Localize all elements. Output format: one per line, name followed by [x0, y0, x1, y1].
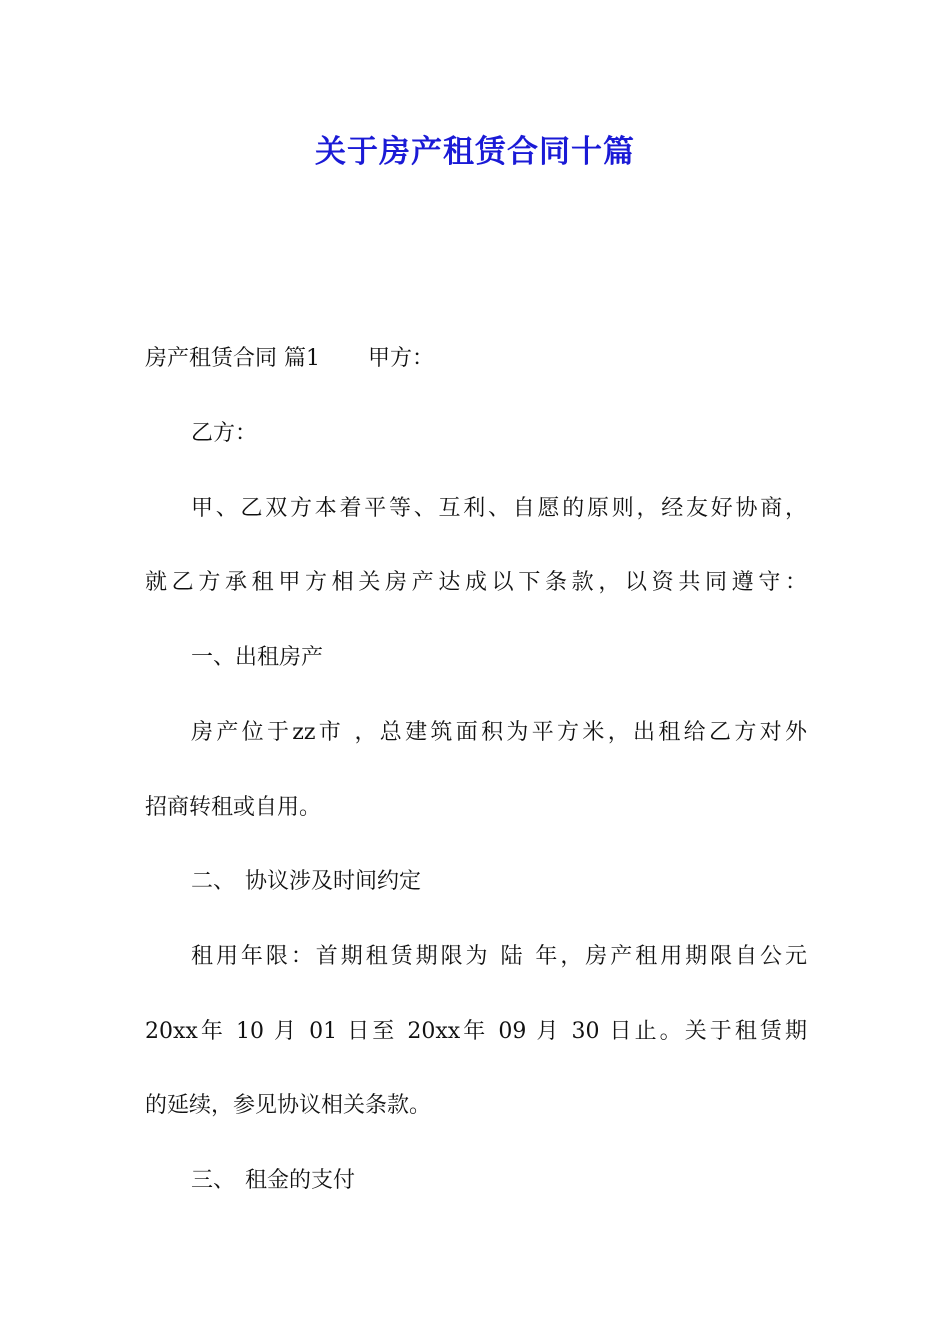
party-b-label: 乙方： — [191, 421, 258, 446]
section-1-line-1: 房产位于zz市 ，总建筑面积为平方米，出租给乙方对外 — [191, 720, 807, 745]
section-2-title: 协议涉及时间约定 — [245, 869, 422, 894]
party-a-label: 甲方： — [368, 346, 435, 371]
section-2-number: 二、 — [191, 869, 236, 894]
section-3-title-line — [145, 1163, 355, 1199]
section-2-line-3: 的延续，参见协议相关条款。 — [145, 1093, 432, 1118]
section-1-line-2: 招商转租或自用。 — [145, 795, 322, 820]
document-title: 关于房产租赁合同十篇 — [315, 134, 635, 170]
contract-part-heading: 房产租赁合同 篇1 — [145, 346, 320, 371]
section-2-line-1: 租用年限：首期租赁期限为 陆 年，房产租用期限自公元 — [191, 944, 807, 969]
intro-line-1: 甲、乙双方本着平等、互利、自愿的原则，经友好协商， — [191, 496, 807, 521]
section-3-number: 三、 — [191, 1168, 236, 1193]
section-2-title-line — [145, 864, 421, 900]
contract-heading-line — [145, 341, 434, 377]
intro-line-2: 就乙方承租甲方相关房产达成以下条款，以资共同遵守： — [145, 570, 807, 595]
section-2-line-2: 20xx年 10 月 01 日至 20xx年 09 月 30 日止。关于租赁期 — [145, 1019, 807, 1044]
section-1-title: 一、出租房产 — [191, 645, 324, 670]
section-3-title: 租金的支付 — [245, 1168, 356, 1193]
